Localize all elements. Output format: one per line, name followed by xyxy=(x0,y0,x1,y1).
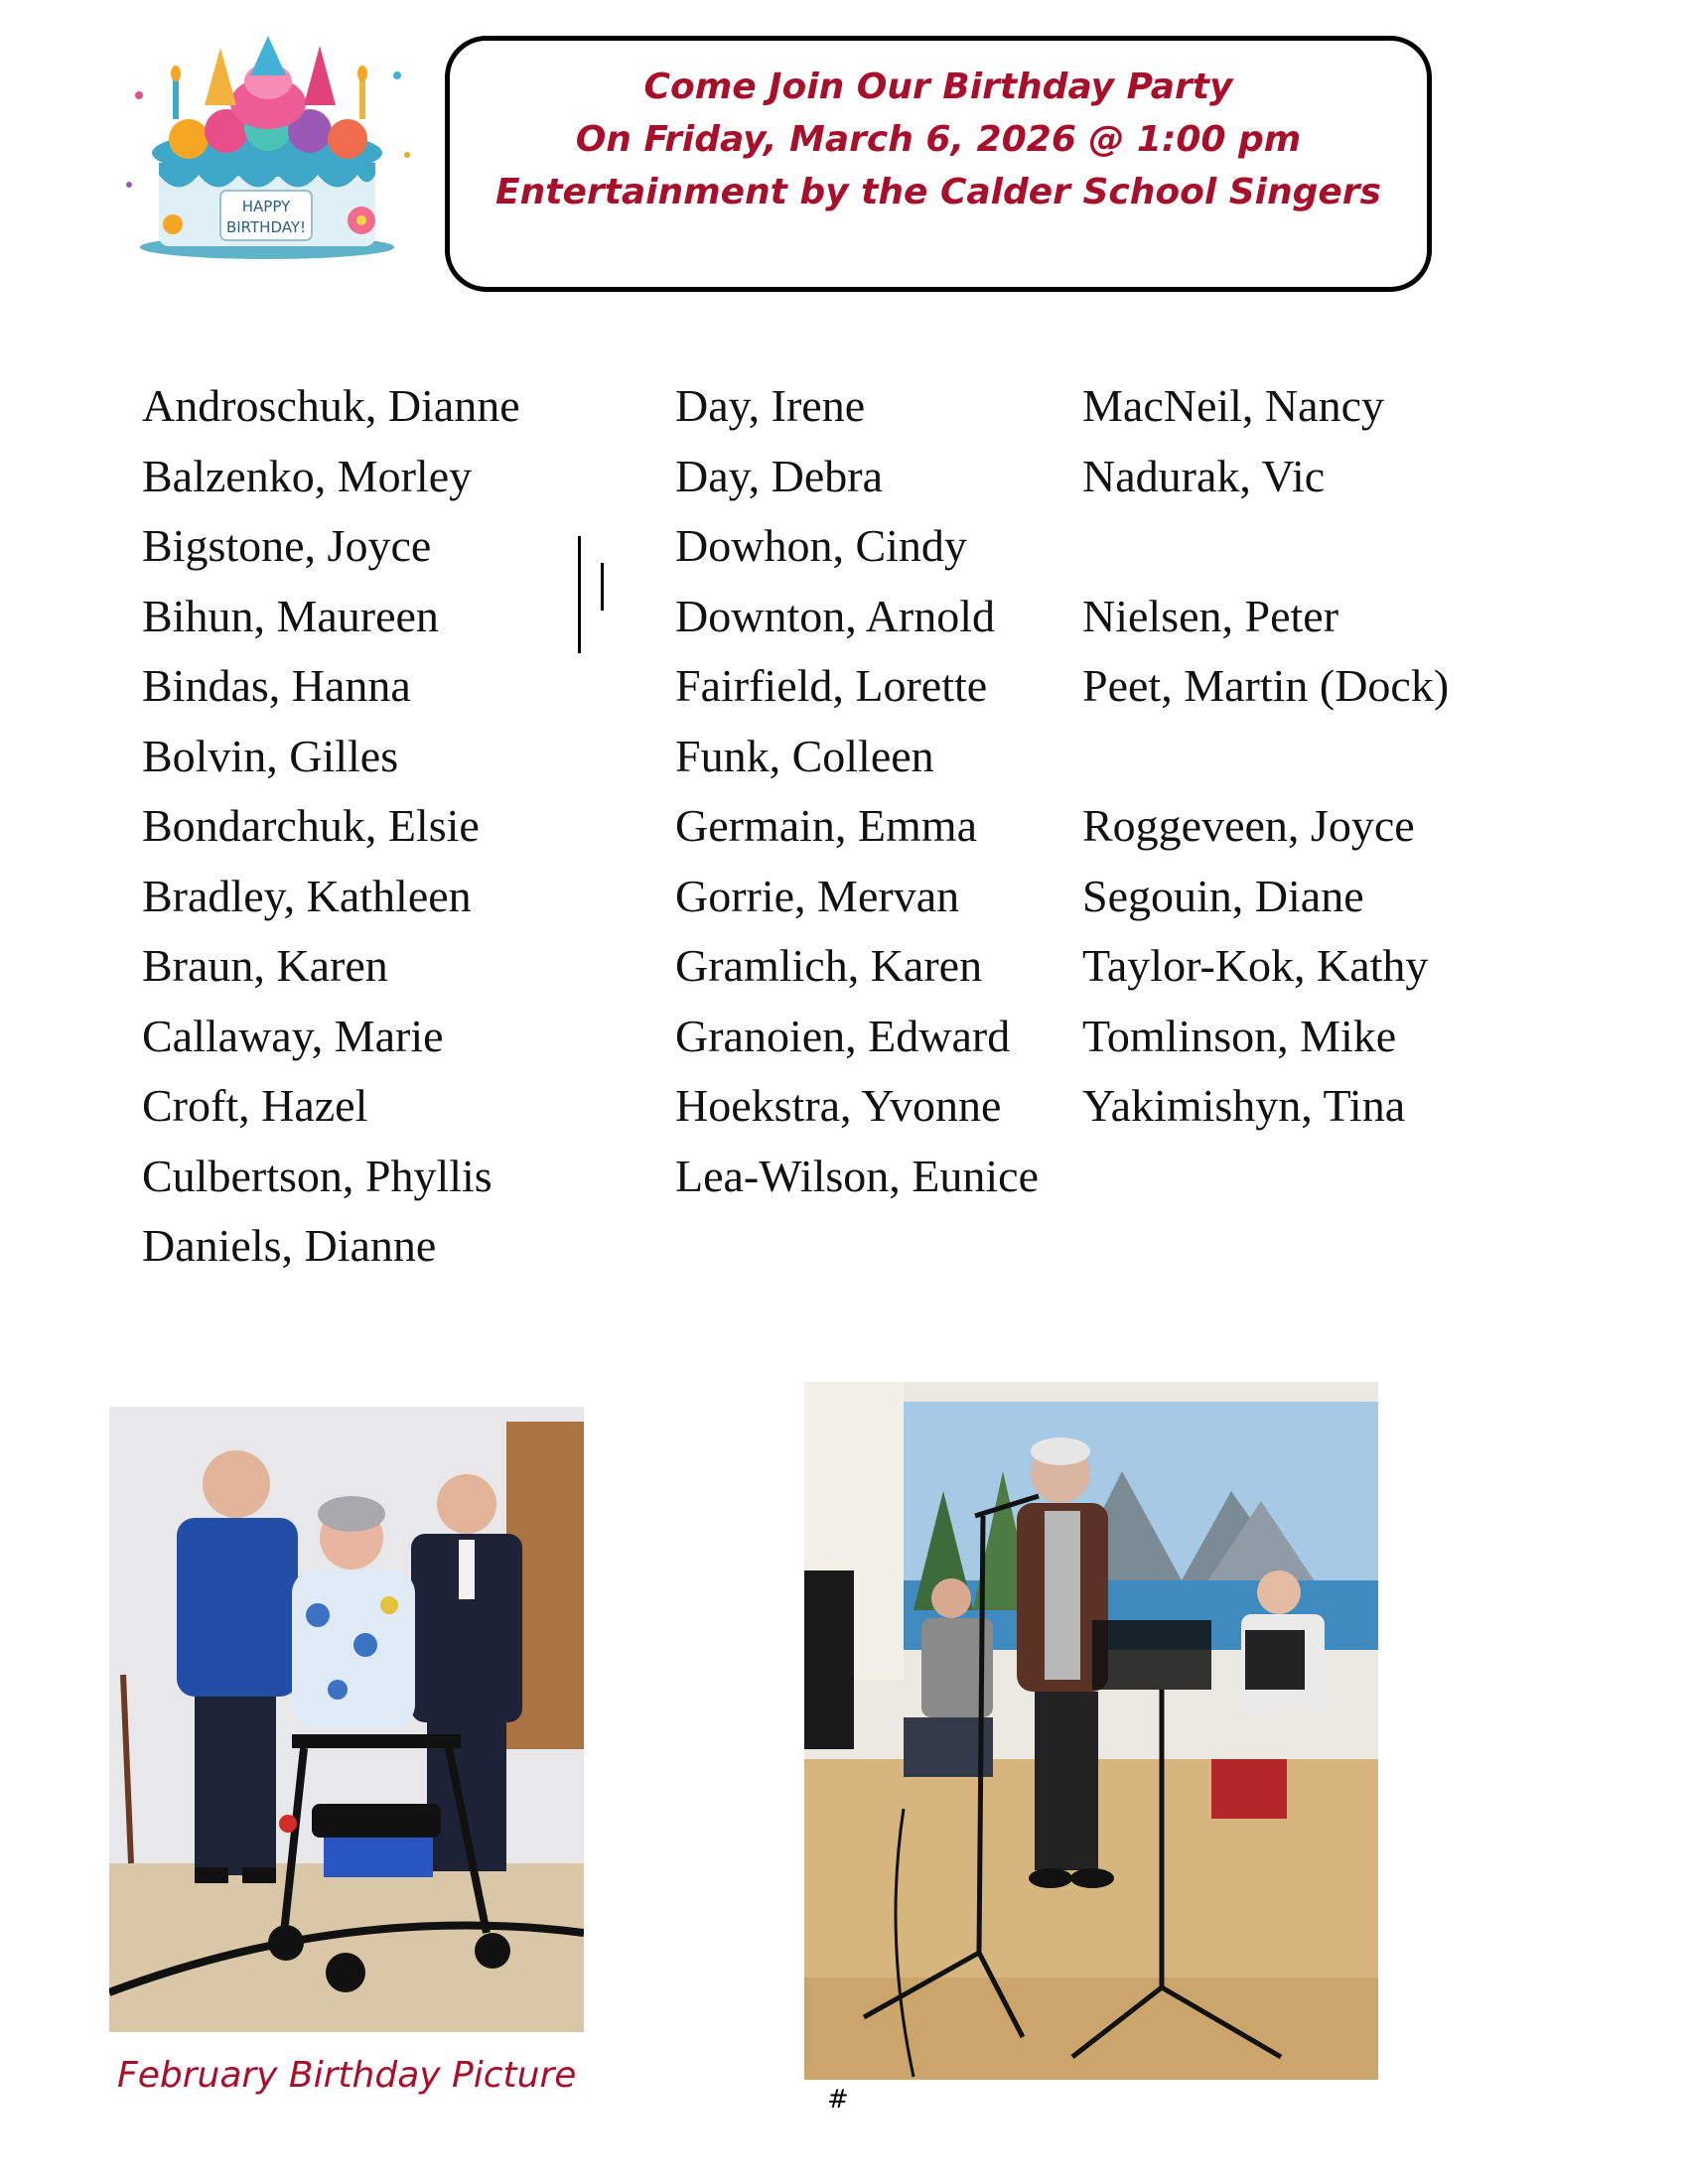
footnote-mark: # xyxy=(827,2085,849,2115)
name-entry: Bradley, Kathleen xyxy=(142,870,472,921)
banner-line-title: Come Join Our Birthday Party xyxy=(643,67,1233,107)
name-entry: Dowhon, Cindy xyxy=(675,520,967,571)
cake-sign-line2: BIRTHDAY! xyxy=(225,218,307,236)
name-entry: Germain, Emma xyxy=(675,800,978,851)
name-entry: Nadurak, Vic xyxy=(1082,450,1326,501)
name-entry: Roggeveen, Joyce xyxy=(1082,800,1415,851)
decorative-dash xyxy=(601,563,604,611)
names-column-2 xyxy=(675,371,1039,1211)
banner-line-entertainment: Entertainment by the Calder School Singers xyxy=(495,172,1381,212)
names-column-1 xyxy=(142,371,520,1282)
name-entry: Yakimishyn, Tina xyxy=(1082,1080,1406,1131)
name-entry: Peet, Martin (Dock) xyxy=(1082,660,1450,711)
names-column-3 xyxy=(1082,371,1449,1142)
name-entry: Bondarchuk, Elsie xyxy=(142,800,480,851)
name-entry: Nielsen, Peter xyxy=(1082,590,1339,641)
party-announcement-banner xyxy=(445,36,1432,292)
birthday-cake-illustration xyxy=(109,36,425,266)
name-entry: Callaway, Marie xyxy=(142,1010,444,1061)
name-entry: Culbertson, Phyllis xyxy=(142,1150,492,1201)
name-entry: Funk, Colleen xyxy=(675,730,934,781)
name-entry: Bihun, Maureen xyxy=(142,590,439,641)
name-entry: Fairfield, Lorette xyxy=(675,660,988,711)
name-entry: Day, Debra xyxy=(675,450,884,501)
name-entry: Segouin, Diane xyxy=(1082,870,1364,921)
name-entry: Androschuk, Dianne xyxy=(142,380,520,431)
singer-performance-photo xyxy=(804,1382,1378,2080)
name-entry: Croft, Hazel xyxy=(142,1080,368,1131)
name-entry: Balzenko, Morley xyxy=(142,450,473,501)
february-birthday-photo xyxy=(109,1407,584,2032)
name-entry: Tomlinson, Mike xyxy=(1082,1010,1397,1061)
cake-sign-line1: HAPPY xyxy=(241,198,291,215)
name-entry: Day, Irene xyxy=(675,380,866,431)
name-entry: Taylor-Kok, Kathy xyxy=(1082,940,1429,991)
name-entry: Granoien, Edward xyxy=(675,1010,1011,1061)
name-entry: Bolvin, Gilles xyxy=(142,730,399,781)
name-entry xyxy=(1082,722,1449,792)
name-entry: Bigstone, Joyce xyxy=(142,520,432,571)
name-entry: MacNeil, Nancy xyxy=(1082,380,1384,431)
photo-caption: February Birthday Picture xyxy=(117,2055,577,2096)
name-entry: Hoekstra, Yvonne xyxy=(675,1080,1002,1131)
name-entry: Bindas, Hanna xyxy=(142,660,411,711)
name-entry: Daniels, Dianne xyxy=(142,1220,437,1271)
name-entry: Downton, Arnold xyxy=(675,590,995,641)
name-entry: Gorrie, Mervan xyxy=(675,870,960,921)
name-entry: Lea-Wilson, Eunice xyxy=(675,1150,1040,1201)
banner-line-date: On Friday, March 6, 2026 @ 1:00 pm xyxy=(575,119,1302,160)
name-entry: Gramlich, Karen xyxy=(675,940,983,991)
name-entry xyxy=(1082,511,1449,582)
name-entry: Braun, Karen xyxy=(142,940,388,991)
decorative-dash xyxy=(578,536,581,653)
